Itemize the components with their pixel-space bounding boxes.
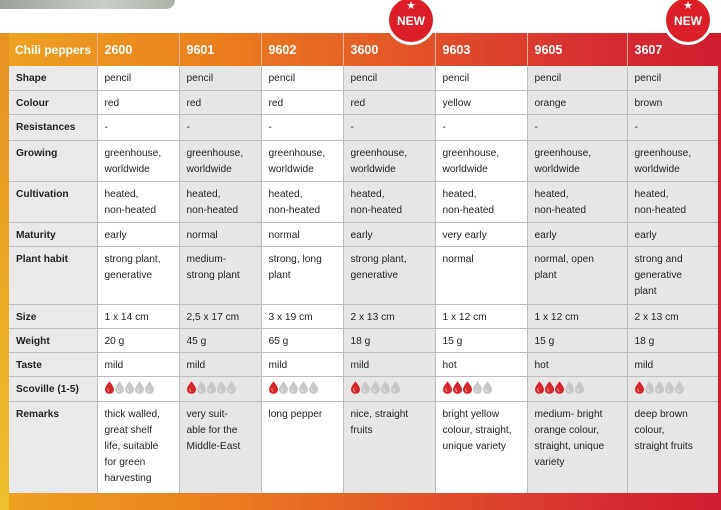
table-cell: hot	[527, 352, 627, 376]
cell-line: worldwide	[350, 163, 396, 175]
cell-line: normal, open	[534, 253, 594, 265]
table-cell	[343, 140, 435, 181]
heat-drop-empty-icon	[381, 381, 390, 394]
table-cell: pencil	[179, 66, 261, 90]
table-cell	[627, 140, 718, 181]
new-badge-label: NEW	[674, 14, 702, 28]
row-label: Shape	[9, 66, 97, 90]
table-cell: early	[343, 222, 435, 246]
new-badge-3607	[666, 0, 710, 42]
table-cell: 1 x 14 cm	[97, 304, 179, 328]
cell-line: greenhouse,	[104, 147, 162, 159]
cell-line: plant	[268, 269, 291, 281]
table-cell: 15 g	[435, 328, 527, 352]
table-cell: 65 g	[261, 328, 343, 352]
cell-line: bright yellow	[442, 408, 500, 420]
table-row	[9, 140, 718, 181]
cell-line: strong and	[634, 253, 683, 265]
table-cell: 2 x 13 cm	[627, 304, 718, 328]
heat-drop-filled-icon	[269, 381, 278, 394]
heat-drop-empty-icon	[227, 381, 236, 394]
table-cell	[97, 401, 179, 493]
cell-line: fruits	[350, 424, 373, 436]
cell-line: greenhouse,	[534, 147, 592, 159]
cell-line: non-heated	[350, 204, 403, 216]
row-label: Taste	[9, 352, 97, 376]
heat-drop-empty-icon	[207, 381, 216, 394]
heat-drop-empty-icon	[217, 381, 226, 394]
cell-line: straight fruits	[634, 440, 693, 452]
scoville-rating	[269, 381, 337, 394]
table-cell: mild	[261, 352, 343, 376]
heat-drop-empty-icon	[483, 381, 492, 394]
cell-line: generative	[104, 269, 153, 281]
table-cell	[627, 246, 718, 304]
table-cell: pencil	[527, 66, 627, 90]
scoville-rating	[105, 381, 173, 394]
star-icon: ★	[406, 0, 416, 12]
table-cell	[179, 376, 261, 401]
table-cell: red	[343, 90, 435, 114]
heat-drop-empty-icon	[371, 381, 380, 394]
product-photo-fragment	[0, 0, 175, 9]
table-cell: orange	[527, 90, 627, 114]
cell-line: medium- bright	[534, 408, 603, 420]
heat-drop-empty-icon	[115, 381, 124, 394]
table-cell	[527, 181, 627, 222]
cell-line: normal	[442, 253, 474, 265]
cell-line: variety	[534, 456, 565, 468]
heat-drop-empty-icon	[145, 381, 154, 394]
cell-line: strong plant	[186, 269, 240, 281]
table-cell: red	[179, 90, 261, 114]
table-row	[9, 376, 718, 401]
table-row	[9, 401, 718, 493]
cell-line: generative	[634, 269, 683, 281]
heat-drop-empty-icon	[665, 381, 674, 394]
cell-line: greenhouse,	[186, 147, 244, 159]
heat-drop-empty-icon	[565, 381, 574, 394]
table-cell: mild	[179, 352, 261, 376]
cell-line: long pepper	[268, 408, 323, 420]
cell-line: great shelf	[104, 424, 153, 436]
table-cell: -	[435, 114, 527, 140]
new-badge-label: NEW	[397, 14, 425, 28]
heat-drop-filled-icon	[443, 381, 452, 394]
cell-line: non-heated	[534, 204, 587, 216]
heat-drop-filled-icon	[351, 381, 360, 394]
table-cell: 3 x 19 cm	[261, 304, 343, 328]
table-cell: 45 g	[179, 328, 261, 352]
cell-line: strong, long	[268, 253, 322, 265]
table-cell: 18 g	[343, 328, 435, 352]
cell-line: worldwide	[442, 163, 488, 175]
cell-line: heated,	[442, 188, 477, 200]
cell-line: Middle-East	[186, 440, 241, 452]
header-row	[9, 33, 718, 66]
table-cell	[179, 140, 261, 181]
table-cell: -	[527, 114, 627, 140]
table-cell: normal	[179, 222, 261, 246]
heat-drop-filled-icon	[105, 381, 114, 394]
cell-line: medium-	[186, 253, 227, 265]
table-cell	[261, 401, 343, 493]
cell-line: worldwide	[534, 163, 580, 175]
cell-line: greenhouse,	[634, 147, 692, 159]
cell-line: heated,	[186, 188, 221, 200]
heat-drop-filled-icon	[463, 381, 472, 394]
cell-line: life, suitable	[104, 440, 159, 452]
table-cell: 15 g	[527, 328, 627, 352]
header-label: Chili peppers	[15, 42, 92, 57]
table-cell	[435, 246, 527, 304]
heat-drop-empty-icon	[299, 381, 308, 394]
table-cell	[435, 401, 527, 493]
scoville-rating	[635, 381, 713, 394]
star-icon: ★	[683, 0, 693, 12]
row-label: Weight	[9, 328, 97, 352]
table-cell	[527, 376, 627, 401]
cell-line: non-heated	[104, 204, 157, 216]
heat-drop-empty-icon	[197, 381, 206, 394]
cell-line: deep brown	[634, 408, 688, 420]
table-row	[9, 114, 718, 140]
table-row	[9, 222, 718, 246]
table-cell	[179, 246, 261, 304]
heat-drop-empty-icon	[391, 381, 400, 394]
row-label: Remarks	[9, 401, 97, 493]
cell-line: able for the	[186, 424, 238, 436]
table-cell	[435, 376, 527, 401]
table-cell: -	[179, 114, 261, 140]
table-cell	[97, 140, 179, 181]
table-cell: mild	[627, 352, 718, 376]
table-cell	[627, 181, 718, 222]
table-cell: pencil	[627, 66, 718, 90]
cell-line: worldwide	[634, 163, 680, 175]
cell-line: unique variety	[442, 440, 506, 452]
heat-drop-empty-icon	[125, 381, 134, 394]
table-cell	[261, 140, 343, 181]
variety-9602: 9602	[261, 33, 343, 66]
heat-drop-empty-icon	[645, 381, 654, 394]
table-cell: hot	[435, 352, 527, 376]
cell-line: very suit-	[186, 408, 228, 420]
cell-line: colour,	[634, 424, 665, 436]
table-cell: pencil	[261, 66, 343, 90]
heat-drop-filled-icon	[545, 381, 554, 394]
variety-3607: 3607	[627, 33, 718, 66]
table-row	[9, 328, 718, 352]
table-cell	[627, 401, 718, 493]
variety-9601: 9601	[179, 33, 261, 66]
cell-line: strong plant,	[104, 253, 161, 265]
table-cell	[527, 140, 627, 181]
table-cell: early	[527, 222, 627, 246]
chili-comparison-table	[9, 33, 718, 493]
cell-line: greenhouse,	[442, 147, 500, 159]
table-cell	[261, 181, 343, 222]
row-label: Colour	[9, 90, 97, 114]
table-cell: mild	[343, 352, 435, 376]
table-row	[9, 246, 718, 304]
table-cell: red	[97, 90, 179, 114]
table-cell: 2,5 x 17 cm	[179, 304, 261, 328]
scoville-rating	[187, 381, 255, 394]
cell-line: greenhouse,	[350, 147, 408, 159]
cell-line: plant	[634, 285, 657, 297]
table-cell: pencil	[97, 66, 179, 90]
new-badge-3600	[389, 0, 433, 42]
cell-line: heated,	[268, 188, 303, 200]
row-label: Growing	[9, 140, 97, 181]
table-cell	[261, 246, 343, 304]
heat-drop-filled-icon	[187, 381, 196, 394]
table-cell	[435, 140, 527, 181]
table-cell: mild	[97, 352, 179, 376]
row-label: Maturity	[9, 222, 97, 246]
heat-drop-filled-icon	[453, 381, 462, 394]
heat-drop-empty-icon	[655, 381, 664, 394]
heat-drop-empty-icon	[289, 381, 298, 394]
cell-line: orange colour,	[534, 424, 600, 436]
table-cell	[435, 181, 527, 222]
table-cell	[343, 376, 435, 401]
table-cell: normal	[261, 222, 343, 246]
scoville-rating	[351, 381, 429, 394]
cell-line: heated,	[534, 188, 569, 200]
table-row	[9, 90, 718, 114]
cell-line: worldwide	[186, 163, 232, 175]
table-cell	[343, 181, 435, 222]
variety-9603: 9603	[435, 33, 527, 66]
cell-line: harvesting	[104, 472, 152, 484]
cell-line: thick walled,	[104, 408, 160, 420]
cell-line: heated,	[350, 188, 385, 200]
cell-line: non-heated	[186, 204, 239, 216]
heat-drop-empty-icon	[135, 381, 144, 394]
table-cell: early	[97, 222, 179, 246]
cell-line: non-heated	[268, 204, 321, 216]
variety-9605: 9605	[527, 33, 627, 66]
table-cell: pencil	[343, 66, 435, 90]
table-cell	[97, 376, 179, 401]
row-label: Size	[9, 304, 97, 328]
heat-drop-empty-icon	[473, 381, 482, 394]
heat-drop-filled-icon	[635, 381, 644, 394]
table-cell: 1 x 12 cm	[527, 304, 627, 328]
table-cell	[627, 376, 718, 401]
cell-line: generative	[350, 269, 399, 281]
table-cell: -	[343, 114, 435, 140]
table-cell: 2 x 13 cm	[343, 304, 435, 328]
cell-line: for green	[104, 456, 146, 468]
row-label: Cultivation	[9, 181, 97, 222]
table-cell: red	[261, 90, 343, 114]
table-cell	[343, 246, 435, 304]
table-cell	[179, 401, 261, 493]
table-row	[9, 181, 718, 222]
cell-line: non-heated	[634, 204, 687, 216]
variety-2600: 2600	[97, 33, 179, 66]
table-cell: 20 g	[97, 328, 179, 352]
cell-line: straight, unique	[534, 440, 605, 452]
scoville-rating	[443, 381, 521, 394]
table-cell: -	[97, 114, 179, 140]
heat-drop-empty-icon	[361, 381, 370, 394]
cell-line: heated,	[634, 188, 669, 200]
cell-line: plant	[534, 269, 557, 281]
heat-drop-empty-icon	[279, 381, 288, 394]
table-cell: 1 x 12 cm	[435, 304, 527, 328]
table-row	[9, 304, 718, 328]
cell-line: worldwide	[104, 163, 150, 175]
cell-line: heated,	[104, 188, 139, 200]
table-cell	[97, 246, 179, 304]
table-cell: early	[627, 222, 718, 246]
table-cell: brown	[627, 90, 718, 114]
row-label: Resistances	[9, 114, 97, 140]
table-cell	[179, 181, 261, 222]
cell-line: non-heated	[442, 204, 495, 216]
table-cell: very early	[435, 222, 527, 246]
cell-line: strong plant,	[350, 253, 407, 265]
table-cell: pencil	[435, 66, 527, 90]
table-cell: yellow	[435, 90, 527, 114]
table-cell: -	[261, 114, 343, 140]
cell-line: nice, straight	[350, 408, 409, 420]
table-cell	[97, 181, 179, 222]
row-label: Plant habit	[9, 246, 97, 304]
table-cell: 18 g	[627, 328, 718, 352]
table-cell	[527, 401, 627, 493]
cell-line: colour, straight,	[442, 424, 512, 436]
heat-drop-empty-icon	[309, 381, 318, 394]
heat-drop-empty-icon	[575, 381, 584, 394]
table-row	[9, 352, 718, 376]
variety-3600: 3600	[343, 33, 435, 66]
heat-drop-empty-icon	[675, 381, 684, 394]
cell-line: greenhouse,	[268, 147, 326, 159]
heat-drop-filled-icon	[555, 381, 564, 394]
table-cell	[343, 401, 435, 493]
cell-line: worldwide	[268, 163, 314, 175]
scoville-rating	[535, 381, 621, 394]
table-cell	[261, 376, 343, 401]
table-cell	[527, 246, 627, 304]
heat-drop-filled-icon	[535, 381, 544, 394]
table-row	[9, 66, 718, 90]
table-cell: -	[627, 114, 718, 140]
row-label: Scoville (1-5)	[9, 376, 97, 401]
